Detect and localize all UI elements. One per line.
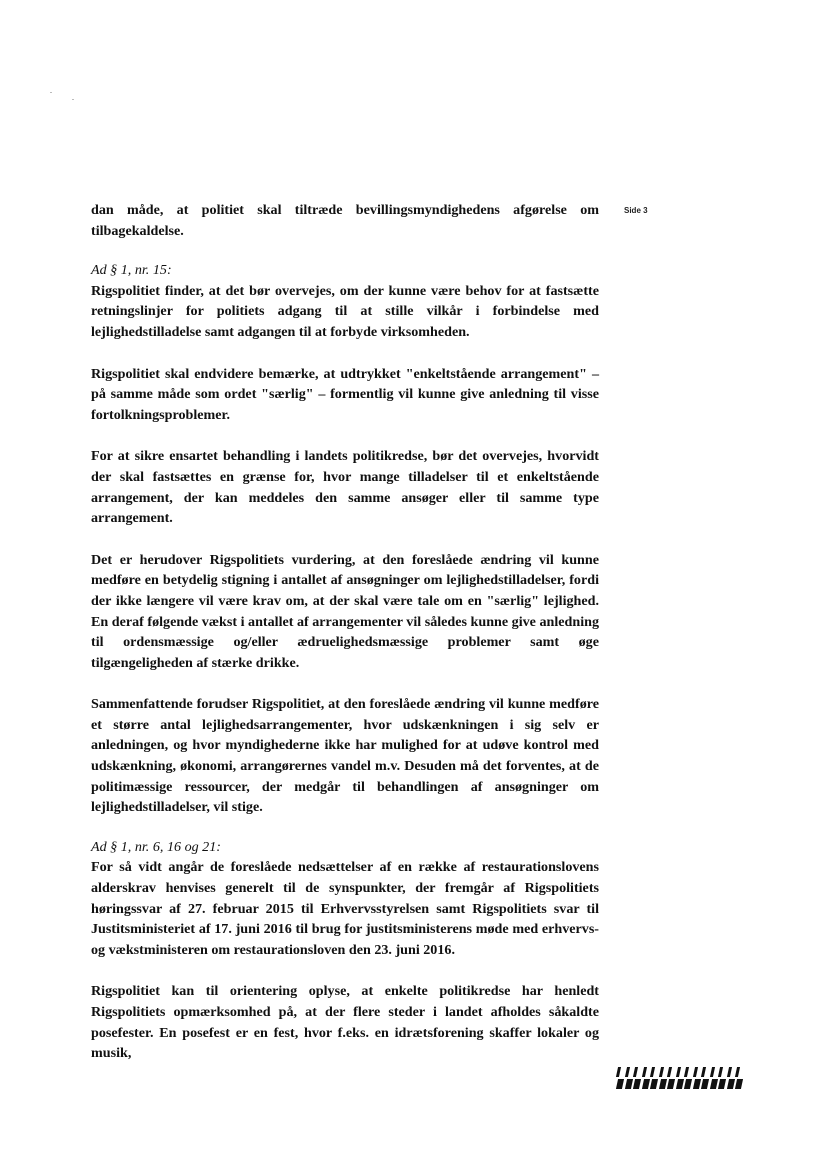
document-body (91, 200, 599, 1064)
scan-speck (72, 99, 74, 100)
paragraph: Det er herudover Rigspolitiets vurdering, at den foreslåede ændring vil kunne medføre en betydelig stigning i antallet af ansøgninger om lejlighedstilladelser, fordi der ikke længere vil være krav om, at der skal være tale om en "særlig" lejlighed. En deraf følgende vækst i antallet af arrangementer vil således kunne give anledning til ordensmæssige og/eller ædruelighedsmæssige problemer samt øge tilgængeligheden af stærke drikke. (91, 551, 599, 671)
paragraph: For at sikre ensartet behandling i landets politikredse, bør det overvejes, hvorvidt der skal fastsættes en grænse for, hvor mange tilladelser til et enkeltstående arrangement, der kan meddeles den samme ansøger eller til samme type arrangement. (91, 448, 599, 527)
paragraph: dan måde, at politiet skal tiltræde bevillingsmyndighedens afgørelse om tilbagekaldelse. (91, 202, 599, 239)
section-heading: Ad § 1, nr. 6, 16 og 21: (91, 838, 221, 855)
page-number-label: Side 3 (624, 206, 648, 215)
section-heading: Ad § 1, nr. 15: (91, 262, 172, 279)
paragraph: For så vidt angår de foreslåede nedsættelser af en række af restaurationslovens alderskrav henvises generelt til de synspunkter, der fremgår af Rigspolitiets høringssvar af 27. februar 2015 til Erhvervsstyrelsen samt Rigspolitiets svar til Justitsministeriet af 17. juni 2016 til brug for justitsministerens møde med erhvervs- og vækstministeren om restaurationsloven den 23. juni 2016. (91, 859, 599, 958)
barcode-icon (617, 1067, 742, 1089)
paragraph: Rigspolitiet kan til orientering oplyse, at enkelte politikredse har henledt Rigspolitiets opmærksomhed på, at der flere steder i landet afholdes såkaldte posefester. En posefest er en fest, hvor f.eks. en idrætsforening skaffer lokaler og musik, (91, 983, 599, 1062)
paragraph: Rigspolitiet finder, at det bør overvejes, om der kunne være behov for at fastsætte retningslinjer for politiets adgang til at stille vilkår i forbindelse med lejlighedstilladelse samt adgangen til at forbyde virksomheden. (91, 282, 599, 340)
paragraph: Rigspolitiet skal endvidere bemærke, at udtrykket "enkeltstående arrangement" – på samme måde som ordet "særlig" – formentlig vil kunne give anledning til visse fortolkningsproblemer. (91, 365, 599, 423)
scan-speck (50, 92, 52, 93)
paragraph: Sammenfattende forudser Rigspolitiet, at den foreslåede ændring vil kunne medføre et større antal lejlighedsarrangementer, hvor udskænkningen i sig selv er anledningen, og hvor myndighederne ikke har mulighed for at udøve kontrol med udskænkning, økonomi, arrangørernes vandel m.v. Desuden må det forventes, at de politimæssige ressourcer, der medgår til behandlingen af ansøgninger om lejlighedstilladelser, vil stige. (91, 696, 599, 816)
